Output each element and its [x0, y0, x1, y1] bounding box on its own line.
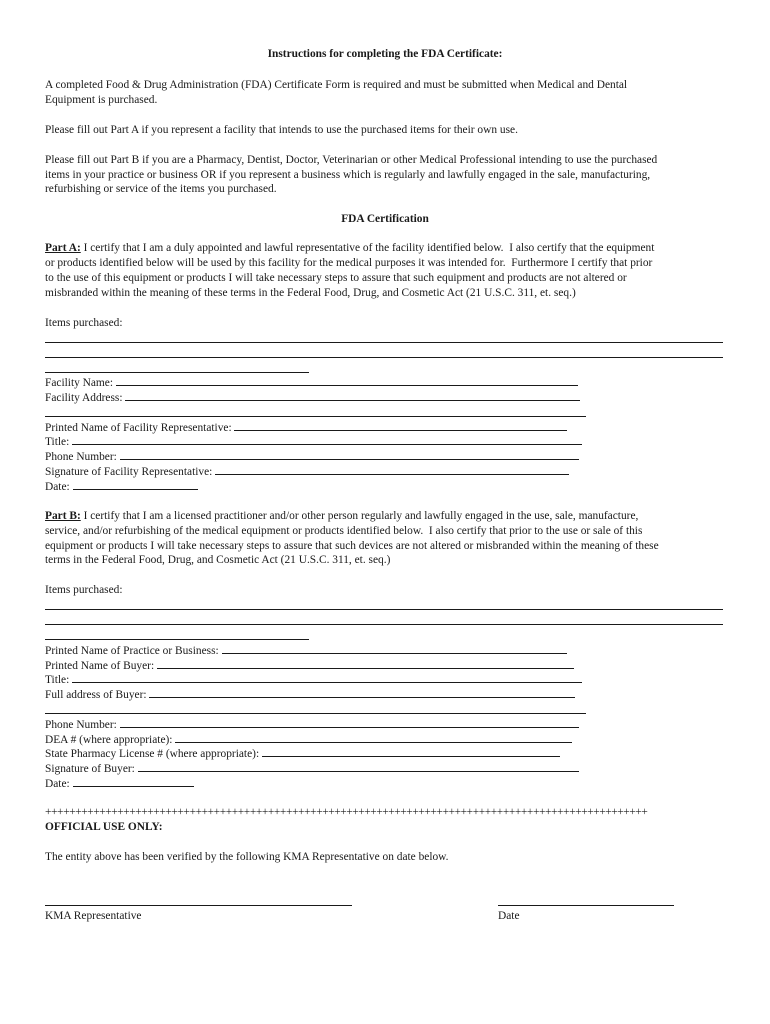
- part-b-items-label: Items purchased:: [45, 584, 123, 596]
- part-a-phone-field[interactable]: [120, 449, 579, 460]
- official-date-label: Date: [498, 910, 520, 922]
- part-b-items-line-3[interactable]: [45, 639, 309, 640]
- pharmacy-license-row: [45, 746, 560, 762]
- facility-name-label: Facility Name:: [45, 377, 116, 389]
- part-b-note-line-3: refurbishing or service of the items you purchased.: [45, 183, 277, 195]
- part-a-date-label: Date:: [45, 481, 73, 493]
- part-a-title-row: [45, 434, 582, 450]
- part-a-phone-label: Phone Number:: [45, 451, 120, 463]
- part-b-label: Part B:: [45, 510, 81, 522]
- part-b-title-row: [45, 672, 582, 688]
- facility-signature-field[interactable]: [215, 464, 569, 475]
- buyer-signature-field[interactable]: [138, 761, 579, 772]
- part-a-line-1: [45, 241, 654, 256]
- buyer-name-label: Printed Name of Buyer:: [45, 660, 157, 672]
- part-a-line-4: misbranded within the meaning of these terms in the Federal Food, Drug, and Cosmetic Act (21 U.S.C. 311, et. seq.): [45, 287, 576, 299]
- part-a-label: Part A:: [45, 242, 81, 254]
- part-b-line-4: terms in the Federal Food, Drug, and Cosmetic Act (21 U.S.C. 311, et. seq.): [45, 554, 391, 566]
- practice-name-label: Printed Name of Practice or Business:: [45, 645, 222, 657]
- kma-representative-label: KMA Representative: [45, 910, 142, 922]
- official-use-title: OFFICIAL USE ONLY:: [45, 821, 163, 833]
- part-a-date-field[interactable]: [73, 479, 198, 490]
- part-a-title-field[interactable]: [72, 434, 582, 445]
- verified-text: The entity above has been verified by the following KMA Representative on date below.: [45, 851, 449, 863]
- facility-signature-row: [45, 464, 569, 480]
- part-a-line-3: to the use of this equipment or products I will take necessary steps to assure that such equipment and products are not altered or: [45, 272, 627, 284]
- dea-field[interactable]: [175, 732, 572, 743]
- part-a-items-label: Items purchased:: [45, 317, 123, 329]
- part-a-note: Please fill out Part A if you represent a facility that intends to use the purchased items for their own use.: [45, 124, 518, 136]
- facility-name-row: [45, 375, 578, 391]
- printed-name-field[interactable]: [234, 420, 567, 431]
- part-a-items-line-3[interactable]: [45, 372, 309, 373]
- part-b-date-label: Date:: [45, 778, 73, 790]
- facility-signature-label: Signature of Facility Representative:: [45, 466, 216, 478]
- part-b-phone-row: [45, 717, 579, 733]
- buyer-signature-label: Signature of Buyer:: [45, 763, 138, 775]
- practice-name-field[interactable]: [222, 643, 567, 654]
- instructions-title: Instructions for completing the FDA Certificate:: [267, 48, 503, 60]
- full-address-label: Full address of Buyer:: [45, 689, 150, 701]
- buyer-signature-row: [45, 761, 579, 777]
- part-b-line-1: [45, 509, 638, 524]
- part-b-title-label: Title:: [45, 674, 73, 686]
- part-a-date-row: [45, 479, 198, 495]
- buyer-name-field[interactable]: [157, 658, 574, 669]
- pharmacy-license-field[interactable]: [262, 746, 560, 757]
- part-a-text-1: I certify that I am a duly appointed and lawful representative of the facility identified below. I also certify that the equipment: [80, 242, 655, 254]
- dea-label: DEA # (where appropriate):: [45, 734, 176, 746]
- full-address-row: [45, 687, 575, 703]
- facility-address-line-2[interactable]: [45, 416, 586, 417]
- intro-line-1: A completed Food & Drug Administration (FDA) Certificate Form is required and must be submitted when Medical and Dental: [45, 79, 628, 91]
- part-a-items-line-2[interactable]: [45, 357, 723, 358]
- facility-address-row: [45, 390, 580, 406]
- facility-name-field[interactable]: [116, 375, 578, 386]
- part-b-date-field[interactable]: [73, 776, 194, 787]
- part-b-note-line-1: Please fill out Part B if you are a Pharmacy, Dentist, Doctor, Veterinarian or other Medical Professional intending to use the purchased: [45, 154, 658, 166]
- full-address-line-2[interactable]: [45, 713, 586, 714]
- practice-name-row: [45, 643, 567, 659]
- plus-divider: ++++++++++++++++++++++++++++++++++++++++++++++++++++++++++++++++++++++++++++++++++++++++++++++++++++: [45, 806, 648, 818]
- part-b-text-1: I certify that I am a licensed practitioner and/or other person regularly and lawfully engaged in the use, sale, manufacture,: [80, 510, 639, 522]
- facility-address-field[interactable]: [125, 390, 580, 401]
- full-address-field[interactable]: [149, 687, 575, 698]
- part-a-items-line-1[interactable]: [45, 342, 723, 343]
- intro-line-2: Equipment is purchased.: [45, 94, 158, 106]
- part-b-items-line-2[interactable]: [45, 624, 723, 625]
- part-a-title-label: Title:: [45, 436, 73, 448]
- pharmacy-license-label: State Pharmacy License # (where appropriate):: [45, 748, 262, 760]
- part-a-phone-row: [45, 449, 579, 465]
- part-a-line-2: or products identified below will be used by this facility for the medical purposes it was intended for. Furthermore I certify that prior: [45, 257, 653, 269]
- kma-representative-field[interactable]: [45, 905, 352, 906]
- part-b-line-2: service, and/or refurbishing of the medical equipment or products identified below. I also certify that prior to the use or sale of this: [45, 525, 643, 537]
- part-b-phone-field[interactable]: [120, 717, 579, 728]
- printed-name-label: Printed Name of Facility Representative:: [45, 422, 235, 434]
- part-b-title-field[interactable]: [72, 672, 582, 683]
- official-date-field[interactable]: [498, 905, 674, 906]
- part-b-date-row: [45, 776, 194, 792]
- facility-address-label: Facility Address:: [45, 392, 126, 404]
- part-b-items-line-1[interactable]: [45, 609, 723, 610]
- part-b-note-line-2: items in your practice or business OR if you represent a business which is regularly and lawfully engaged in the sale, manufacturing,: [45, 169, 651, 181]
- part-b-line-3: equipment or products I will take necessary steps to assure that such devices are not altered or misbranded within the meaning of these: [45, 540, 659, 552]
- part-b-phone-label: Phone Number:: [45, 719, 120, 731]
- certification-title: FDA Certification: [341, 213, 429, 225]
